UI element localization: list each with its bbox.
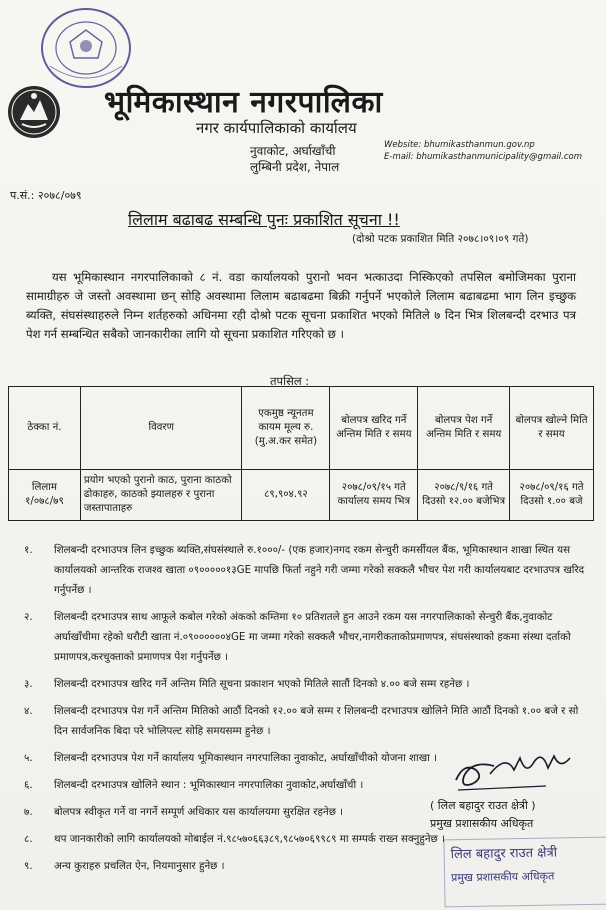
signatory-name: ( लिल बहादुर राउत क्षेत्री ) (430, 799, 536, 812)
column-header: विवरण (80, 387, 242, 470)
list-item-text: शिलबन्दी दरभाउपत्र खोलिने स्थान : भूमिकास्थान नगरपालिका नुवाकोट,अर्घाखाँची । (54, 779, 364, 791)
handwritten-signature (450, 740, 580, 796)
stamp-name: लिल बहादुर राउत क्षेत्री (450, 845, 558, 863)
publish-date: (दोश्रो पटक प्रकाशित मिति २०७८।०९।०९ गते) (352, 233, 529, 245)
intro-paragraph: यस भूमिकास्थान नगरपालिकाको ८ नं. वडा कार्यालयको पुरानो भवन भत्काउदा निस्किएको तपसिल बमोजिमका पुराना सामाग्रीहरु जे जस्तो अवस्थामा छन् सोहि अवस्थामा लिलाम बढाबढमा बिक्री गर्नुपर्ने भएकोले लिलाम बढाबढमा भाग लिन इच्छुक ब्यक्ति, संघसंस्थाहरुले निम्न शर्तहरुको अधिनमा रही दोश्रो पटक सूचना प्रकाशित भएको मितिले ७ दिन भित्र शिलबन्दी दरभाउ पत्र पेश गर्न सम्बन्धित सबैको जानकारीका लागि यो सूचना प्रकाशित गरिएको छ । (26, 270, 576, 341)
office-seal-stamp (40, 6, 132, 90)
schedule-table (8, 386, 594, 521)
website-text: Website: bhumikasthanmun.gov.np (384, 140, 535, 150)
table-cell: २०७८/९/१६ गते दिउसो १२.०० बजेभित्र (418, 470, 510, 521)
email-text: E-mail: bhumikasthanmunicipality@gmail.com (384, 152, 583, 162)
list-item-text: अन्य कुराहरु प्रचलित ऐन, नियमानुसार हुनेछ । (54, 860, 225, 872)
table-cell: २०७८/०९/१५ गते कार्यालय समय भित्र (330, 470, 418, 521)
column-header: ठेक्का नं. (9, 387, 81, 470)
address-line-1: नुवाकोट, अर्घाखाँची (250, 144, 336, 158)
conditions-list (24, 540, 594, 883)
list-item-text: बोलपत्र स्वीकृत गर्ने वा नगर्ने सम्पूर्ण अधिकार यस कार्यालयमा सुरक्षित रहनेछ । (54, 806, 344, 818)
list-item-number: ५. (24, 752, 33, 764)
column-header: बोलपत्र पेश गर्ने अन्तिम मिति र समय (418, 387, 510, 470)
list-item-number: ६. (24, 779, 33, 791)
address-line-2: लुम्बिनी प्रदेश, नेपाल (250, 160, 340, 174)
list-item-text: शिलबन्दी दरभाउपत्र साथ आफूले कबोल गरेको अंकको कम्तिमा १० प्रतिशतले हुन आउने रकम यस नगरपालिकाको सेन्चुरी बैंक,नुवाकोट अर्घाखाँचीमा रहेको धरौटी खाता नं.०९००००००४GE मा जम्मा गरेको सक्कलै भौचर,नागरीकताकोप्रमाणपत्र, संघसंस्थाको हकमा संस्था दर्ताको प्रमाणपत्र,करचुक्ताको प्रमाणपत्र पेश गर्नुपर्नेछ । (54, 611, 571, 663)
table-cell: ८९,९०४.९२ (242, 470, 330, 521)
list-item-text: शिलबन्दी दरभाउपत्र खरिद गर्ने अन्तिम मिति सूचना प्रकाशन भएको मितिले सातौं दिनको ४.०० बजे सम्म रहनेछ । (54, 678, 470, 690)
municipality-name: भूमिकास्थान नगरपालिका (104, 85, 383, 120)
signatory-title: प्रमुख प्रशासकीय अधिकृत (430, 817, 534, 830)
list-item-text: शिलबन्दी दरभाउपत्र पेश गर्ने कार्यालय भूमिकास्थान नगरपालिका नुवाकोट, अर्घाखाँचीको योजना शाखा । (54, 752, 437, 764)
schedule-caption: तपसिल : (270, 374, 310, 388)
list-item-text: थप जानकारीको लागि कार्यालयको मोबाईल नं.९८५७०६६३८९,९८५७०६९९८९ मा सम्पर्क राख्न सक्नुहुनेछ । (54, 833, 445, 845)
list-item (24, 607, 594, 667)
table-cell: लिलाम १/०७८/७९ (9, 470, 81, 521)
list-item-number: ९. (24, 860, 33, 872)
list-item-number: ४. (24, 705, 33, 717)
list-item-text: शिलबन्दी दरभाउपत्र पेश गर्ने अन्तिम मितिको आठौं दिनको १२.०० बजे सम्म र शिलबन्दी दरभाउपत्र खोलिने मिति आठौं दिनको १.०० बजे र सो दिन सार्वजनिक बिदा परे भोलिपल्ट सोहि समयसम्म हुनेछ । (54, 705, 579, 737)
notice-title: लिलाम बढाबढ सम्बन्धि पुनः प्रकाशित सूचना !! (128, 210, 400, 229)
name-stamp (443, 837, 606, 908)
column-header: बोलपत्र खरिद गर्ने अन्तिम मिति र समय (330, 387, 418, 470)
table-row (9, 470, 594, 521)
list-item (24, 674, 594, 694)
list-item (24, 701, 594, 741)
nepal-emblem-icon (6, 84, 62, 140)
column-header: बोलपत्र खोल्ने मिति र समय (510, 387, 594, 470)
list-item-number: १. (24, 544, 33, 556)
table-cell: २०७८/०९/१६ गते दिउसो १.०० बजे (510, 470, 594, 521)
table-header-row (9, 387, 594, 470)
list-item-text: शिलबन्दी दरभाउपत्र लिन इच्छुक ब्यक्ति,संघसंस्थाले रु.१०००/- (एक हजार)नगद रकम सेन्चुरी कमर्सीयल बैंक, भूमिकास्थान शाखा स्थित यस कार्यालयको आन्तरिक राजश्व खाता ०९०००००१३GE मापछि फिर्ता नहुने गरी जम्मा गरेको सक्कलै भौचर पेश गरी कार्यालयबाट दरभाउपत्र खरिद गर्नुपर्नेछ । (54, 544, 585, 596)
list-item-number: २. (24, 611, 33, 623)
list-item-number: ८. (24, 833, 33, 845)
table-cell: प्रयोग भएको पुरानो काठ, पुराना काठको ढोकाहरु, काठको झ्यालहरु र पुराना जस्तापाताहरु (80, 470, 242, 521)
column-header: एकमुष्ठ न्यूनतम कायम मूल्य रु. (मु.अ.कर समेत) (242, 387, 330, 470)
reference-number: प.सं.: २०७८/०७९ (10, 189, 82, 202)
list-item (24, 540, 594, 600)
list-item-number: ३. (24, 678, 33, 690)
office-name: नगर कार्यपालिकाको कार्यालय (196, 119, 357, 137)
stamp-title: प्रमुख प्रशासकीय अधिकृत (450, 869, 555, 885)
list-item-number: ७. (24, 806, 33, 818)
